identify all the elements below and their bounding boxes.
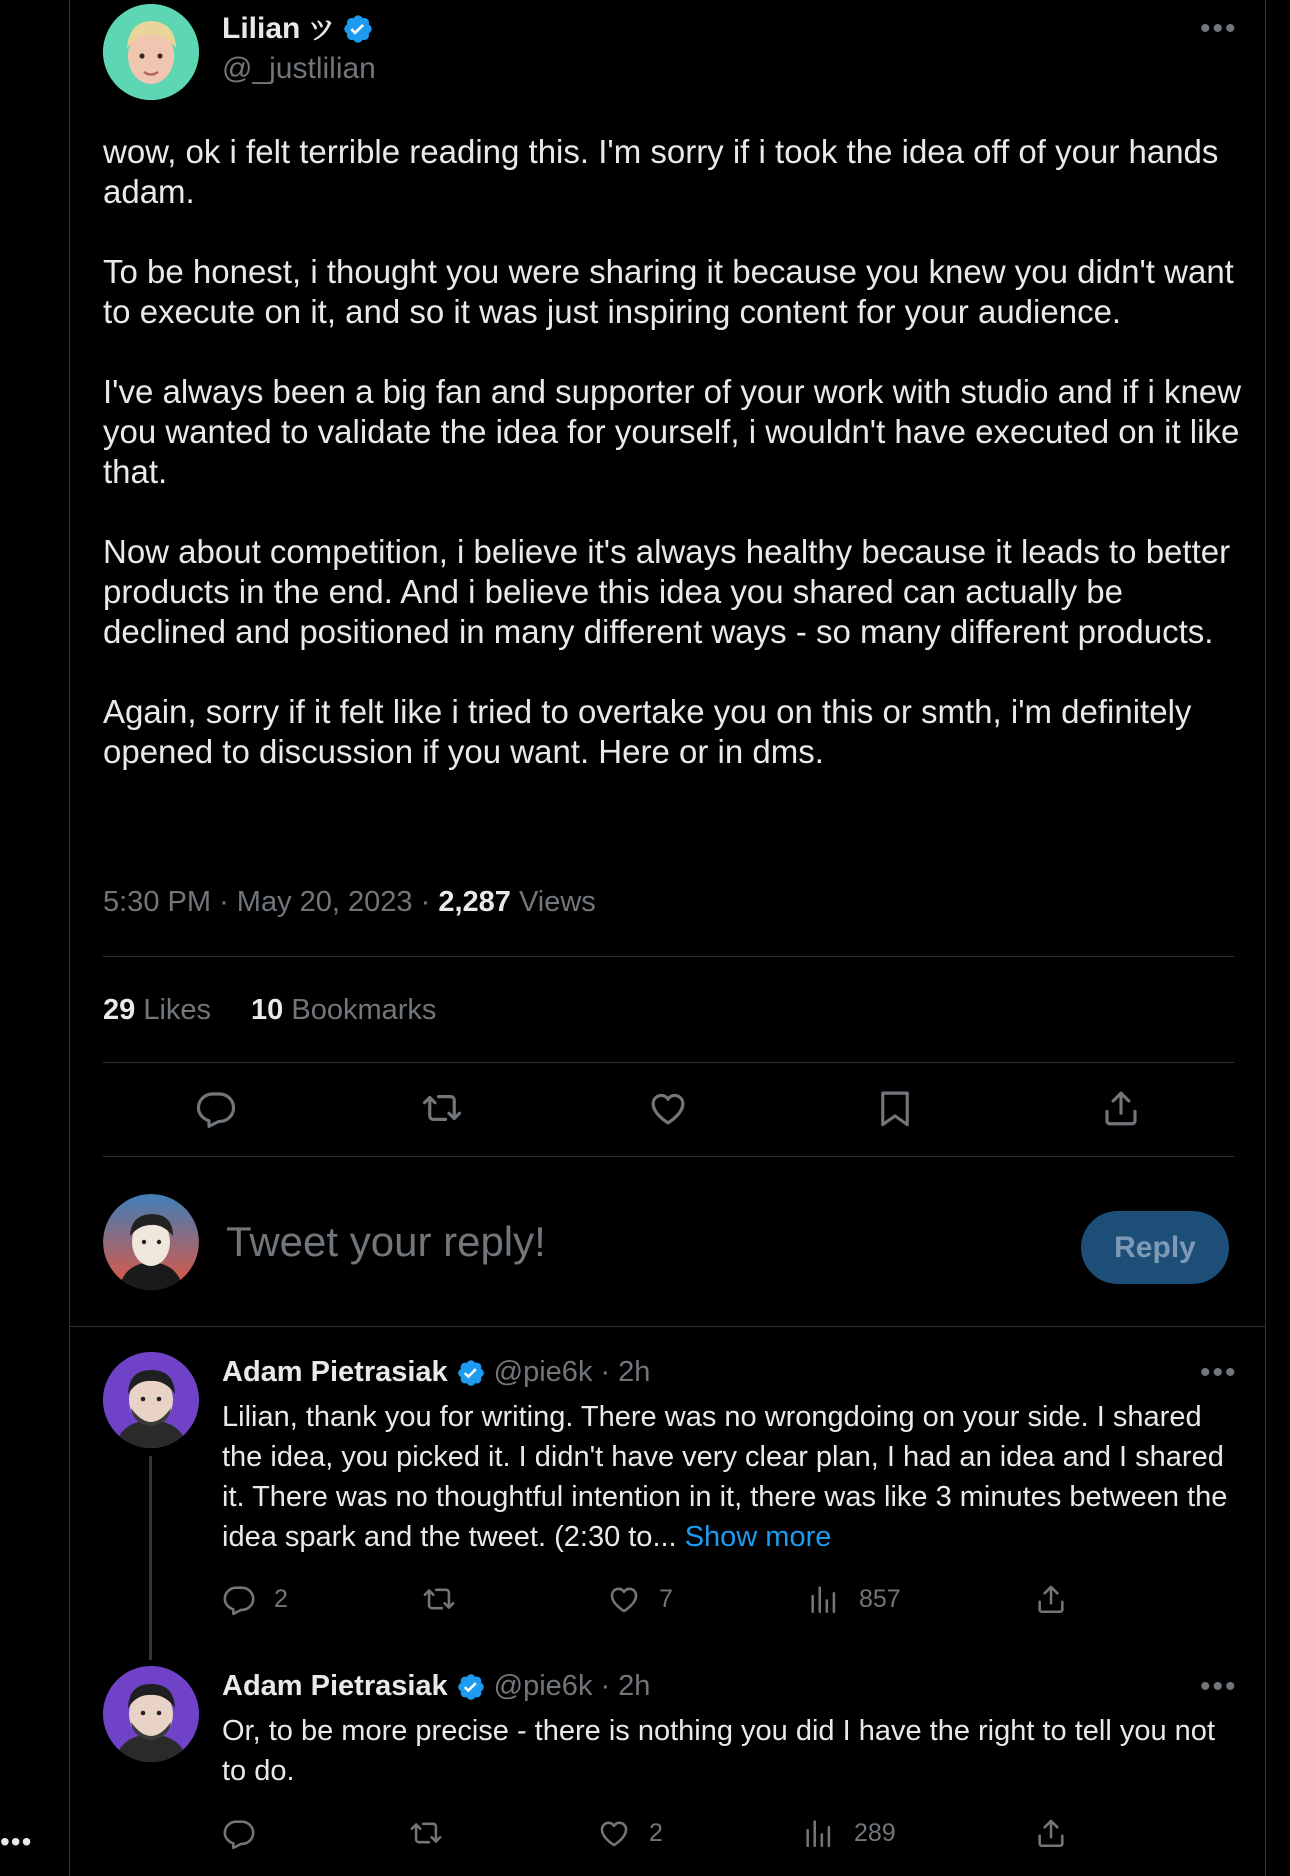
author-handle[interactable]: @_justlilian [222,52,376,85]
name-emoji: ツ [308,15,335,45]
reply-age[interactable]: 2h [618,1670,651,1702]
reply-action[interactable] [222,1582,288,1616]
divider [69,1326,1266,1327]
like-action[interactable] [607,1582,673,1616]
current-user-avatar[interactable] [103,1194,199,1290]
bookmarks-count: 10 [251,994,284,1026]
like-count: 7 [659,1584,673,1613]
reply-author-name[interactable]: Adam Pietrasiak [222,1356,448,1388]
avatar-adam[interactable] [103,1352,199,1448]
bookmarks-label: Bookmarks [291,994,437,1026]
like-icon [597,1816,631,1850]
bookmark-icon[interactable] [871,1084,919,1132]
tweet-stats [103,994,436,1027]
meta-separator: · [600,1670,611,1702]
verified-badge-icon [342,13,374,45]
verified-badge-icon [456,1672,486,1702]
reply-input[interactable] [226,1218,1026,1266]
reply-action[interactable] [222,1816,274,1850]
reply-author-handle[interactable]: @pie6k [493,1670,593,1702]
reply-button[interactable]: Reply [1081,1211,1229,1284]
author-row [222,10,374,47]
reply-icon [222,1582,256,1616]
reply-author-name[interactable]: Adam Pietrasiak [222,1670,448,1702]
views-action[interactable] [807,1582,901,1616]
bookmarks-stat[interactable] [251,994,436,1027]
retweet-action[interactable] [422,1582,474,1616]
views-count: 2,287 [438,886,511,918]
like-action[interactable] [597,1816,663,1850]
author-name[interactable]: Lilian [222,11,301,45]
retweet-icon [409,1816,443,1850]
more-options-icon[interactable]: ••• [1200,1356,1238,1389]
avatar-lilian[interactable] [103,4,199,100]
meta-separator: · [219,886,229,918]
reply-age[interactable]: 2h [618,1356,651,1388]
meta-separator: · [420,886,431,918]
like-icon [607,1582,641,1616]
retweet-icon[interactable] [418,1084,466,1132]
like-icon[interactable] [644,1084,692,1132]
share-icon [1034,1582,1068,1616]
reply-text-content: Or, to be more precise - there is nothing you did I have the right to tell you not to do. [222,1715,1215,1787]
views-label: Views [518,886,596,918]
share-action[interactable] [1034,1816,1068,1850]
tweet-date[interactable]: May 20, 2023 [236,886,413,918]
views-count: 289 [854,1818,896,1847]
views-icon [807,1582,841,1616]
views-count: 857 [859,1584,901,1613]
share-icon[interactable] [1097,1084,1145,1132]
retweet-action[interactable] [409,1816,461,1850]
reply-actions [222,1816,1092,1856]
verified-badge-icon [456,1358,486,1388]
reply-author-row [222,1356,650,1389]
sidebar-more-icon[interactable]: ••• [0,1826,33,1857]
reply-count: 2 [274,1584,288,1613]
divider [103,1156,1234,1157]
reply-icon[interactable] [192,1084,240,1132]
more-options-icon[interactable]: ••• [1200,1670,1238,1703]
reply-text [222,1711,1232,1791]
tweet-text [103,132,1243,812]
reply-author-handle[interactable]: @pie6k [493,1356,593,1388]
more-options-icon[interactable]: ••• [1200,12,1238,45]
show-more-link[interactable]: Show more [684,1521,832,1553]
tweet-meta [103,886,596,919]
share-action[interactable] [1034,1582,1068,1616]
divider [103,956,1234,957]
avatar-adam[interactable] [103,1666,199,1762]
tweet-paragraph: I've always been a big fan and supporter of your work with studio and if i knew you wanted to validate the idea for yourself, i wouldn't have executed on it like that. [103,373,1242,490]
share-icon [1034,1816,1068,1850]
reply-text [222,1397,1232,1557]
views-action[interactable] [802,1816,896,1850]
divider [103,1062,1234,1063]
likes-stat[interactable] [103,994,211,1027]
tweet-paragraph: To be honest, i thought you were sharing it because you knew you didn't want to execute on it, and so it was just inspiring content for your audience. [103,253,1234,330]
like-count: 2 [649,1818,663,1847]
tweet-time[interactable]: 5:30 PM [103,886,211,918]
likes-label: Likes [143,994,212,1026]
reply-author-row [222,1670,650,1703]
views-icon [802,1816,836,1850]
reply-text-content: Lilian, thank you for writing. There was no wrongdoing on your side. I shared the idea, you picked it. I didn't have very clear plan, I had an idea and I shared it. There was no thoughtful intention in it, there was like 3 minutes between the idea spark and the tweet. (2:30 to... [222,1401,1228,1553]
tweet-paragraph: wow, ok i felt terrible reading this. I'm sorry if i took the idea off of your hands adam. [103,133,1219,210]
meta-separator: · [600,1356,611,1388]
thread-line [149,1456,152,1660]
retweet-icon [422,1582,456,1616]
likes-count: 29 [103,994,136,1026]
reply-actions [222,1582,1092,1622]
tweet-actions [103,1084,1234,1132]
tweet-paragraph: Now about competition, i believe it's always healthy because it leads to better products in the end. And i believe this idea you shared can actually be declined and positioned in many different ways - so many different products. [103,533,1231,650]
reply-icon [222,1816,256,1850]
tweet-paragraph: Again, sorry if it felt like i tried to overtake you on this or smth, i'm definitely opened to discussion if you want. Here or in dms. [103,693,1192,770]
